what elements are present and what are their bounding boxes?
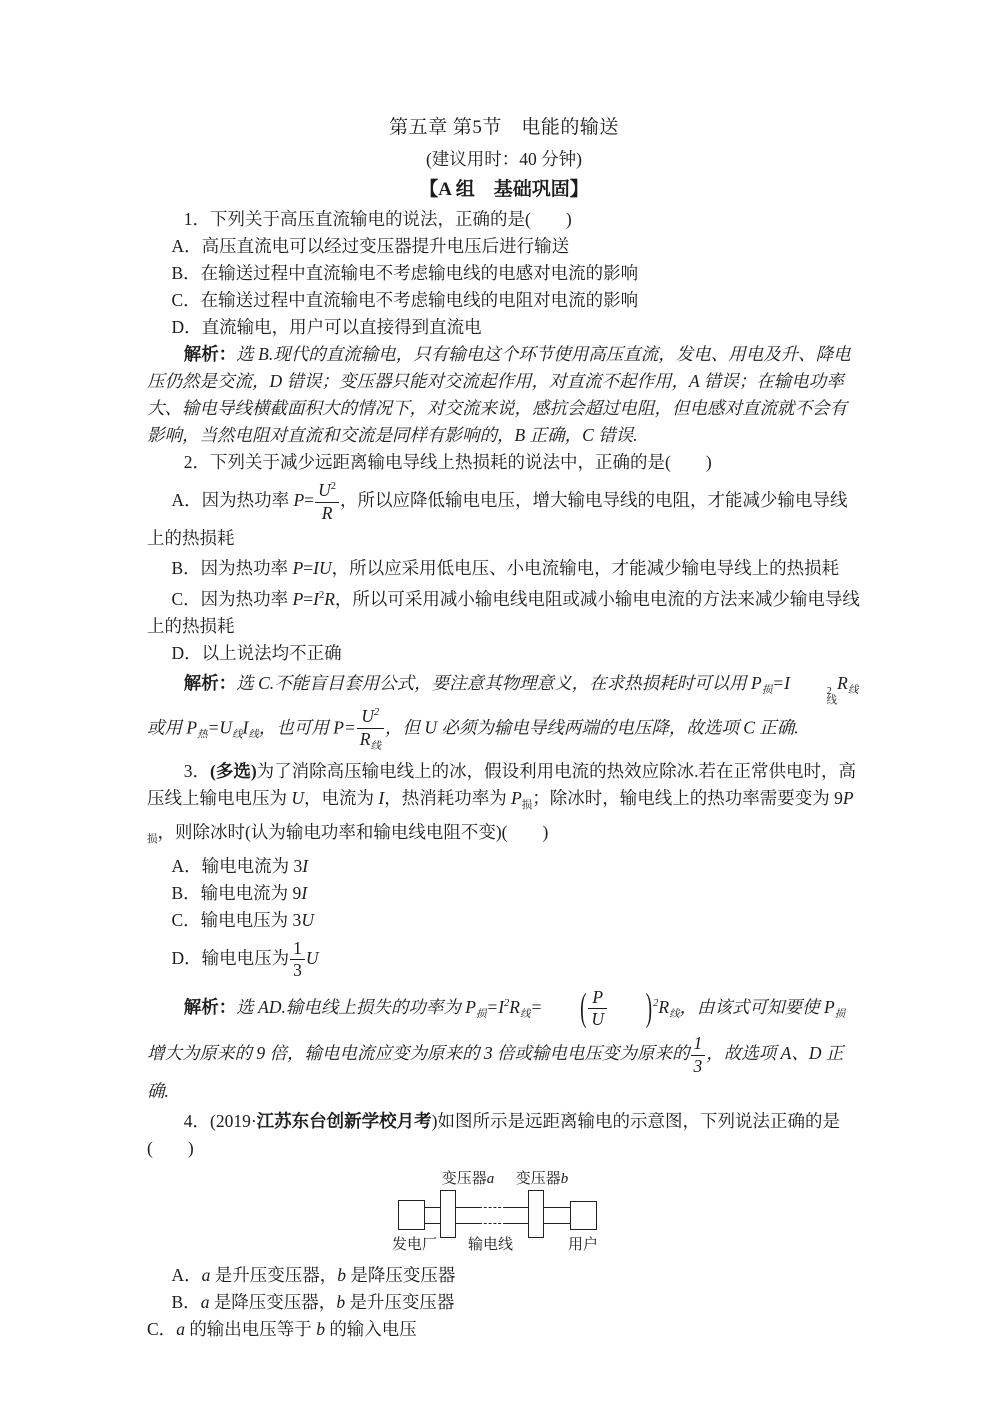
wire-bottom-seg1	[425, 1223, 440, 1224]
q2-stem: 2．下列关于减少远距离输电导线上热损耗的说法中，正确的是( )	[183, 452, 712, 472]
q3-option-c: C．输电电压为 3U	[171, 909, 314, 930]
q3-option-d: D．输电电压为 $\frac{1}{3}$ U	[171, 937, 319, 981]
wire-bottom-seg3	[506, 1223, 528, 1224]
q2-option-c: C．因为热功率 $P=I^2R$，所以可采用减小输电线电阻或减小输电电流的方法来减少输电导线上的热损耗	[147, 589, 860, 637]
group-heading: 【A 组 基础巩固】	[419, 179, 589, 200]
transmission-line-label: 输电线	[468, 1237, 514, 1254]
q1-option-a: A．高压直流电可以经过变压器提升电压后进行输送	[171, 236, 570, 256]
q3-stem: 3．(多选)为了消除高压输电线上的冰，假设利用电流的热效应除冰.若在正常供电时，高压线上输电电压为 U，电流为 I，热消耗功率为 $P_损$；除冰时，输电线上的热功率需要变为 $9P_损$，则除冰时(认为输电功率和输电线电阻不变)( )	[147, 760, 857, 845]
wire-bottom-seg2	[456, 1223, 479, 1224]
q1-option-d: D．直流输电，用户可以直接得到直流电	[171, 317, 482, 337]
wire-top-dashed	[479, 1207, 506, 1208]
q4-option-c: C．a 的输出电压等于 b 的输入电压	[147, 1319, 417, 1340]
power-plant-label: 发电厂	[392, 1237, 438, 1254]
worksheet-content	[147, 112, 861, 1343]
transformer-a-box	[440, 1190, 456, 1238]
wire-bottom-seg4	[544, 1223, 570, 1224]
suggested-time-note: (建议用时：40 分钟)	[425, 149, 583, 169]
user-box	[570, 1201, 597, 1230]
q3-option-a: A．输电电流为 3I	[171, 855, 309, 876]
q1-option-b: B．在输送过程中直流输电不考虑输电线的电感对电流的影响	[171, 263, 639, 283]
wire-bottom-dashed	[479, 1223, 506, 1224]
page-title: 第五章 第5节 电能的输送	[389, 117, 619, 138]
wire-top-seg2	[456, 1207, 479, 1208]
q4-option-a: A．a 是升压变压器，b 是降压变压器	[171, 1265, 456, 1286]
transformer-a-label: 变压器a	[441, 1171, 495, 1188]
q1-analysis: 解析：选 B.现代的直流输电，只有输电这个环节使用高压直流，发电、用电及升、降电压仍然是交流，D 错误；变压器只能对交流起作用，对直流不起作用，A 错误；在输电功率大、输电导线横截面积大的情况下，对交流来说，感抗会超过电阻，但电感对直流就不会有影响，当然电阻对直流和交流是同样有影响的，B 正确，C 错误.	[147, 344, 851, 445]
wire-top-seg3	[506, 1207, 528, 1208]
power-plant-box	[398, 1200, 425, 1230]
q2-option-d: D．以上说法均不正确	[171, 643, 342, 664]
q2-option-a: A．因为热功率 P= $\frac{U^2}{R}$ ，所以应降低输电电压，增大输电导线的电阻，才能减少输电导线上的热损耗	[147, 480, 848, 549]
q2-analysis: 解析：选 C.不能盲目套用公式，要注意其物理意义，在求热损耗时可以用 $P_损=I$ 2 线 $R_线$ 或用 $P_热=U_线I_线$，也可用 P= $\frac{U^2}{R_线}$ ，但 U 必须为输电导线两端的电压降，故选项 C 正确.	[147, 673, 859, 752]
user-label: 用户	[568, 1237, 599, 1254]
q2-option-b: B．因为热功率 P=IU，所以应采用低电压、小电流输电，才能减少输电导线上的热损耗	[171, 558, 840, 579]
wire-top-seg4	[544, 1207, 570, 1208]
q4-figure	[147, 1170, 861, 1258]
power-transmission-diagram	[392, 1170, 610, 1258]
transformer-b-label: 变压器b	[515, 1171, 569, 1188]
transformer-b-box	[528, 1190, 544, 1238]
q4-stem: 4．(2019·江苏东台创新学校月考)如图所示是远距离输电的示意图，下列说法正确的是( )	[147, 1111, 840, 1159]
q1-stem: 1．下列关于高压直流输电的说法，正确的是( )	[183, 209, 572, 229]
q3-option-b: B．输电电流为 9I	[171, 882, 308, 903]
wire-top-seg1	[425, 1207, 440, 1208]
q4-option-b: B．a 是降压变压器，b 是升压变压器	[171, 1292, 455, 1313]
q1-option-c: C．在输送过程中直流输电不考虑输电线的电阻对电流的影响	[171, 290, 639, 310]
q3-analysis: 解析：选 AD.输电线上损失的功率为 $P_损=I^2R_线=$ ( $\frac{P}{U}$ )$^2R_线$，由该式可知要使 $P_损$ 增大为原来的 9 倍，输电电流应变为原来的 3 倍或输电电压变为原来的 $\frac{1}{3}$ ，故选项 A、D 正确.	[147, 986, 846, 1102]
